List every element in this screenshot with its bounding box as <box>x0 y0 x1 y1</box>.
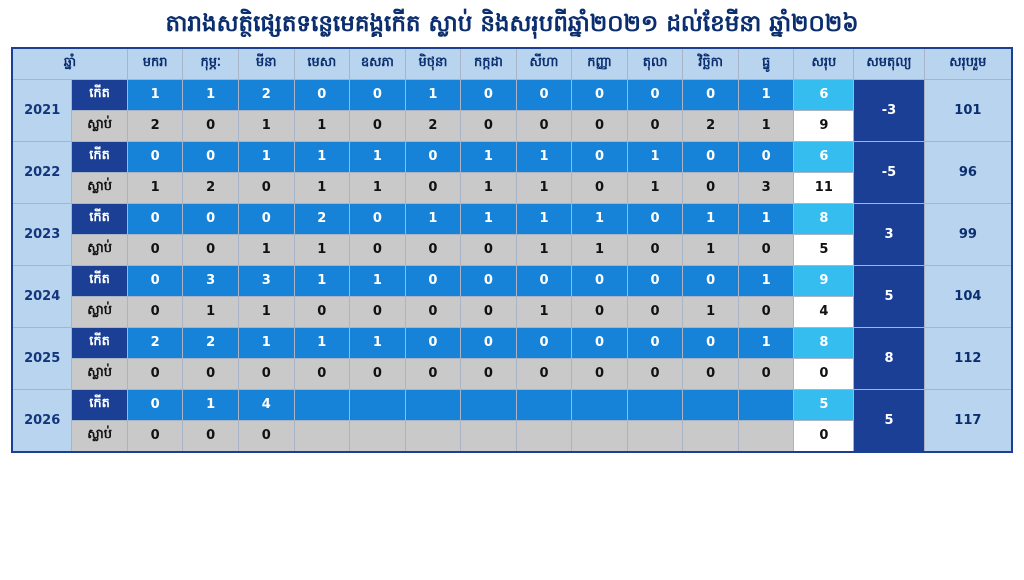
cell-birth-month-1: 0 <box>127 265 183 296</box>
cell-death-month-5: 0 <box>350 358 406 389</box>
cell-death-month-10: 0 <box>627 110 683 141</box>
cell-birth-month-8: 1 <box>516 203 572 234</box>
cell-death-month-3: 0 <box>238 172 294 203</box>
cell-birth-month-7: 1 <box>461 141 517 172</box>
row-year-label: 2024 <box>12 265 72 327</box>
cell-death-month-11: 1 <box>683 234 739 265</box>
cell-death-sum: 0 <box>794 358 854 389</box>
row-label-death: ស្លាប់ <box>72 420 128 452</box>
cell-balance: 8 <box>854 327 925 389</box>
cell-birth-month-12: 1 <box>738 79 794 110</box>
cell-total: 101 <box>924 79 1012 141</box>
cell-death-month-10: 1 <box>627 172 683 203</box>
cell-birth-month-6: 0 <box>405 265 461 296</box>
row-year-label: 2021 <box>12 79 72 141</box>
cell-birth-month-11: 0 <box>683 265 739 296</box>
cell-birth-sum: 5 <box>794 389 854 420</box>
cell-birth-month-12 <box>738 389 794 420</box>
cell-birth-month-9: 1 <box>572 203 628 234</box>
cell-death-month-3: 0 <box>238 358 294 389</box>
header-month-7: កក្កដា <box>461 48 517 80</box>
cell-death-month-5: 0 <box>350 296 406 327</box>
cell-birth-month-8: 0 <box>516 265 572 296</box>
cell-total: 99 <box>924 203 1012 265</box>
cell-birth-month-4 <box>294 389 350 420</box>
cell-death-month-9: 0 <box>572 358 628 389</box>
table-row <box>12 389 1012 420</box>
cell-birth-month-8: 0 <box>516 79 572 110</box>
row-label-birth: កើត <box>72 79 128 110</box>
cell-death-month-9: 0 <box>572 110 628 141</box>
row-label-birth: កើត <box>72 327 128 358</box>
table-row <box>12 141 1012 172</box>
statistics-table <box>11 47 1013 453</box>
cell-death-month-8: 1 <box>516 234 572 265</box>
cell-birth-month-6: 0 <box>405 141 461 172</box>
cell-death-month-6 <box>405 420 461 452</box>
header-month-10: តុលា <box>627 48 683 80</box>
header-month-2: កុម្ភៈ <box>183 48 239 80</box>
cell-birth-month-7: 0 <box>461 265 517 296</box>
cell-birth-month-12: 1 <box>738 327 794 358</box>
row-label-death: ស្លាប់ <box>72 358 128 389</box>
cell-death-month-1: 0 <box>127 420 183 452</box>
cell-death-month-8: 1 <box>516 296 572 327</box>
cell-death-sum: 4 <box>794 296 854 327</box>
cell-birth-month-9: 0 <box>572 141 628 172</box>
cell-death-month-4: 1 <box>294 234 350 265</box>
cell-death-month-2: 0 <box>183 234 239 265</box>
cell-birth-month-4: 1 <box>294 327 350 358</box>
cell-death-month-6: 0 <box>405 172 461 203</box>
cell-death-month-8: 0 <box>516 358 572 389</box>
cell-birth-month-4: 1 <box>294 141 350 172</box>
cell-birth-sum: 8 <box>794 327 854 358</box>
cell-birth-month-11 <box>683 389 739 420</box>
row-year-label: 2026 <box>12 389 72 452</box>
cell-death-month-1: 1 <box>127 172 183 203</box>
cell-birth-month-7: 1 <box>461 203 517 234</box>
cell-death-month-12 <box>738 420 794 452</box>
cell-death-month-7 <box>461 420 517 452</box>
cell-death-month-11: 1 <box>683 296 739 327</box>
cell-birth-month-6: 1 <box>405 79 461 110</box>
cell-total: 104 <box>924 265 1012 327</box>
cell-death-month-3: 1 <box>238 296 294 327</box>
cell-birth-month-6 <box>405 389 461 420</box>
cell-birth-month-10: 1 <box>627 141 683 172</box>
row-label-birth: កើត <box>72 265 128 296</box>
cell-birth-month-4: 2 <box>294 203 350 234</box>
cell-birth-month-5: 1 <box>350 265 406 296</box>
cell-death-month-10 <box>627 420 683 452</box>
cell-birth-month-5: 0 <box>350 203 406 234</box>
cell-birth-month-2: 1 <box>183 389 239 420</box>
cell-death-month-3: 1 <box>238 234 294 265</box>
row-label-birth: កើត <box>72 203 128 234</box>
cell-birth-month-10: 0 <box>627 327 683 358</box>
cell-death-month-11: 2 <box>683 110 739 141</box>
cell-birth-month-8: 0 <box>516 327 572 358</box>
cell-birth-month-8 <box>516 389 572 420</box>
cell-birth-month-10: 0 <box>627 79 683 110</box>
cell-birth-month-1: 0 <box>127 141 183 172</box>
cell-death-month-3: 0 <box>238 420 294 452</box>
cell-birth-month-9 <box>572 389 628 420</box>
cell-birth-month-3: 2 <box>238 79 294 110</box>
row-year-label: 2022 <box>12 141 72 203</box>
cell-birth-month-1: 0 <box>127 203 183 234</box>
cell-birth-month-1: 0 <box>127 389 183 420</box>
cell-birth-sum: 8 <box>794 203 854 234</box>
cell-death-month-6: 0 <box>405 358 461 389</box>
cell-birth-month-1: 1 <box>127 79 183 110</box>
cell-birth-month-11: 0 <box>683 141 739 172</box>
cell-death-month-9: 0 <box>572 296 628 327</box>
cell-death-month-7: 0 <box>461 296 517 327</box>
cell-balance: 3 <box>854 203 925 265</box>
row-label-birth: កើត <box>72 389 128 420</box>
cell-death-month-12: 1 <box>738 110 794 141</box>
cell-birth-month-9: 0 <box>572 79 628 110</box>
cell-birth-month-6: 0 <box>405 327 461 358</box>
cell-death-month-5: 0 <box>350 234 406 265</box>
cell-birth-month-9: 0 <box>572 265 628 296</box>
row-year-label: 2023 <box>12 203 72 265</box>
cell-balance: -3 <box>854 79 925 141</box>
cell-birth-month-11: 0 <box>683 79 739 110</box>
cell-death-month-4: 1 <box>294 172 350 203</box>
header-sum: សរុប <box>794 48 854 80</box>
table-row <box>12 327 1012 358</box>
row-label-death: ស្លាប់ <box>72 110 128 141</box>
cell-birth-month-4: 0 <box>294 79 350 110</box>
cell-death-month-5: 1 <box>350 172 406 203</box>
header-month-5: ឧសភា <box>350 48 406 80</box>
header-month-3: មីនា <box>238 48 294 80</box>
cell-death-month-5 <box>350 420 406 452</box>
cell-death-month-1: 0 <box>127 358 183 389</box>
cell-birth-month-5: 0 <box>350 79 406 110</box>
cell-death-month-2: 2 <box>183 172 239 203</box>
cell-death-month-4 <box>294 420 350 452</box>
cell-birth-month-9: 0 <box>572 327 628 358</box>
cell-birth-month-12: 0 <box>738 141 794 172</box>
header-month-9: កញ្ញា <box>572 48 628 80</box>
cell-birth-month-12: 1 <box>738 265 794 296</box>
cell-birth-month-10: 0 <box>627 265 683 296</box>
header-month-1: មករា <box>127 48 183 80</box>
cell-total: 117 <box>924 389 1012 452</box>
cell-birth-month-5 <box>350 389 406 420</box>
row-label-death: ស្លាប់ <box>72 296 128 327</box>
cell-death-sum: 11 <box>794 172 854 203</box>
cell-birth-month-3: 4 <box>238 389 294 420</box>
cell-birth-sum: 6 <box>794 141 854 172</box>
cell-birth-month-6: 1 <box>405 203 461 234</box>
cell-birth-month-3: 0 <box>238 203 294 234</box>
table-row <box>12 79 1012 110</box>
table-row <box>12 265 1012 296</box>
row-label-death: ស្លាប់ <box>72 234 128 265</box>
cell-birth-month-11: 0 <box>683 327 739 358</box>
header-total: សរុបរួម <box>924 48 1012 80</box>
cell-total: 96 <box>924 141 1012 203</box>
table-body <box>12 79 1012 452</box>
cell-death-month-3: 1 <box>238 110 294 141</box>
cell-death-month-6: 0 <box>405 234 461 265</box>
cell-birth-month-2: 0 <box>183 203 239 234</box>
cell-death-month-8 <box>516 420 572 452</box>
cell-death-month-1: 2 <box>127 110 183 141</box>
cell-death-month-7: 1 <box>461 172 517 203</box>
cell-death-month-9: 0 <box>572 172 628 203</box>
header-month-6: មិថុនា <box>405 48 461 80</box>
table-header <box>12 48 1012 80</box>
cell-death-month-11: 0 <box>683 358 739 389</box>
cell-death-month-12: 0 <box>738 234 794 265</box>
cell-death-month-6: 0 <box>405 296 461 327</box>
cell-death-month-12: 0 <box>738 358 794 389</box>
cell-death-month-2: 0 <box>183 420 239 452</box>
cell-balance: -5 <box>854 141 925 203</box>
header-balance: សមតុល្យ <box>854 48 925 80</box>
cell-balance: 5 <box>854 389 925 452</box>
cell-birth-month-2: 2 <box>183 327 239 358</box>
cell-birth-month-2: 0 <box>183 141 239 172</box>
cell-death-month-8: 1 <box>516 172 572 203</box>
cell-death-month-10: 0 <box>627 234 683 265</box>
row-label-death: ស្លាប់ <box>72 172 128 203</box>
cell-death-month-1: 0 <box>127 234 183 265</box>
cell-birth-month-11: 1 <box>683 203 739 234</box>
cell-death-month-10: 0 <box>627 296 683 327</box>
cell-death-month-4: 0 <box>294 358 350 389</box>
header-month-4: មេសា <box>294 48 350 80</box>
cell-death-month-11 <box>683 420 739 452</box>
cell-birth-month-5: 1 <box>350 141 406 172</box>
cell-death-month-9: 1 <box>572 234 628 265</box>
cell-death-sum: 0 <box>794 420 854 452</box>
cell-birth-month-2: 1 <box>183 79 239 110</box>
cell-death-month-4: 0 <box>294 296 350 327</box>
cell-death-month-12: 3 <box>738 172 794 203</box>
header-row <box>12 48 1012 80</box>
cell-total: 112 <box>924 327 1012 389</box>
table-row <box>12 203 1012 234</box>
cell-birth-month-7: 0 <box>461 327 517 358</box>
row-label-birth: កើត <box>72 141 128 172</box>
cell-death-month-4: 1 <box>294 110 350 141</box>
cell-death-month-7: 0 <box>461 358 517 389</box>
cell-birth-month-7: 0 <box>461 79 517 110</box>
cell-birth-sum: 6 <box>794 79 854 110</box>
cell-birth-month-5: 1 <box>350 327 406 358</box>
row-year-label: 2025 <box>12 327 72 389</box>
cell-birth-month-12: 1 <box>738 203 794 234</box>
cell-birth-month-7 <box>461 389 517 420</box>
cell-death-month-10: 0 <box>627 358 683 389</box>
cell-birth-month-1: 2 <box>127 327 183 358</box>
cell-birth-month-10: 0 <box>627 203 683 234</box>
cell-birth-month-10 <box>627 389 683 420</box>
cell-death-month-2: 1 <box>183 296 239 327</box>
cell-birth-month-3: 3 <box>238 265 294 296</box>
cell-death-month-6: 2 <box>405 110 461 141</box>
header-year: ឆ្នាំ <box>12 48 127 80</box>
header-month-12: ធ្នូ <box>738 48 794 80</box>
cell-death-month-1: 0 <box>127 296 183 327</box>
cell-birth-month-3: 1 <box>238 141 294 172</box>
cell-death-sum: 5 <box>794 234 854 265</box>
cell-death-month-11: 0 <box>683 172 739 203</box>
cell-death-month-2: 0 <box>183 358 239 389</box>
cell-death-month-8: 0 <box>516 110 572 141</box>
cell-birth-month-8: 1 <box>516 141 572 172</box>
cell-death-month-12: 0 <box>738 296 794 327</box>
cell-death-sum: 9 <box>794 110 854 141</box>
page-title: តារាងសត្ថិផ្សេតទន្លេមេគង្គកើត ស្លាប់ និងសរុបពីឆ្នាំ២០២១ ដល់ខែមីនា ឆ្នាំ២០២៦ <box>165 11 859 37</box>
cell-balance: 5 <box>854 265 925 327</box>
cell-death-month-9 <box>572 420 628 452</box>
cell-death-month-2: 0 <box>183 110 239 141</box>
cell-death-month-5: 0 <box>350 110 406 141</box>
header-month-8: សីហា <box>516 48 572 80</box>
cell-birth-month-2: 3 <box>183 265 239 296</box>
header-month-11: វិច្ឆិកា <box>683 48 739 80</box>
cell-birth-sum: 9 <box>794 265 854 296</box>
cell-birth-month-3: 1 <box>238 327 294 358</box>
cell-death-month-7: 0 <box>461 234 517 265</box>
cell-birth-month-4: 1 <box>294 265 350 296</box>
cell-death-month-7: 0 <box>461 110 517 141</box>
